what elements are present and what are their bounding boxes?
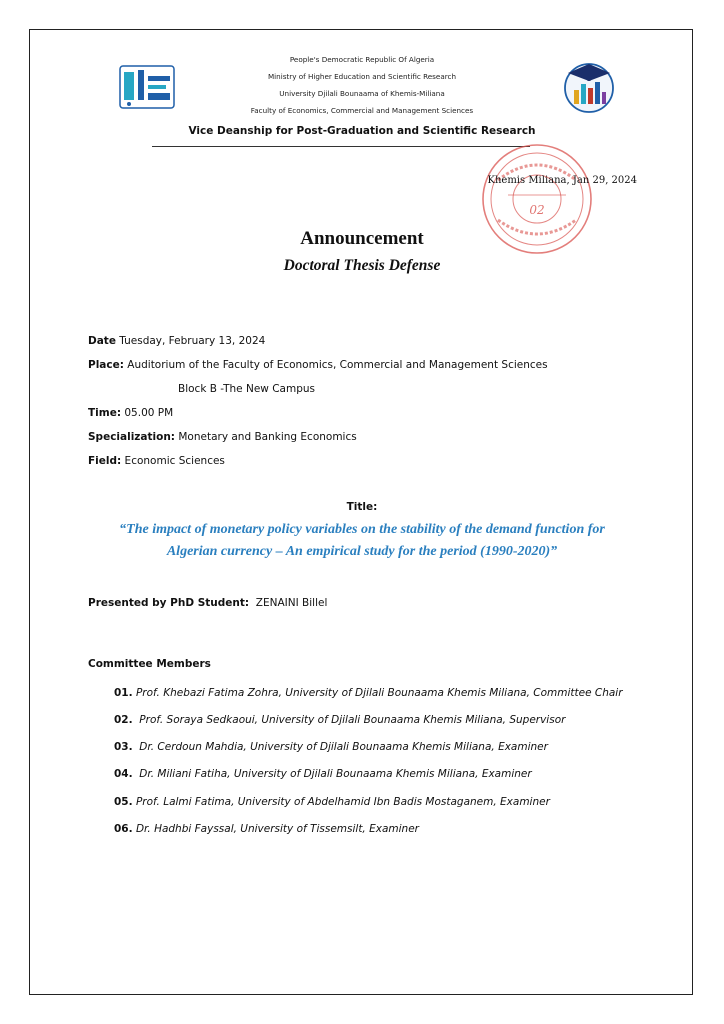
- thesis-title: [80, 519, 644, 563]
- committee-member: [114, 687, 623, 699]
- member-number: 05.: [114, 796, 133, 808]
- committee-member: [114, 823, 419, 835]
- presenter-label: Presented by PhD Student:: [88, 597, 250, 609]
- member-text: Dr. Hadhbi Fayssal, University of Tissemsilt, Examiner: [135, 823, 419, 835]
- thesis-title-line-2: Algerian currency – An empirical study for the period (1990-2020)”: [166, 544, 558, 559]
- place-value-2: Block B -The New Campus: [178, 383, 315, 395]
- member-text: Dr. Miliani Fatiha, University of Djilali Bounaama Khemis Miliana, Examiner: [139, 768, 532, 780]
- field-value: Economic Sciences: [121, 455, 225, 467]
- date-label: Date: [88, 335, 116, 347]
- thesis-title-line-1: “The impact of monetary policy variables on the stability of the demand function for: [119, 522, 605, 537]
- presenter-row: [88, 597, 327, 609]
- member-text: Prof. Soraya Sedkaoui, University of Djilali Bounaama Khemis Miliana, Supervisor: [139, 714, 566, 726]
- header-divider: [152, 146, 530, 147]
- member-text: Prof. Khebazi Fatima Zohra, University of Djilali Bounaama Khemis Miliana, Committee Chair: [135, 687, 623, 699]
- place-value: Auditorium of the Faculty of Economics, Commercial and Management Sciences: [123, 359, 548, 371]
- specialization-value: Monetary and Banking Economics: [175, 431, 357, 443]
- field-label: Field:: [88, 455, 122, 467]
- issue-date: Khemis Miliana, Jan 29, 2024: [487, 175, 637, 186]
- announcement-title: Announcement: [300, 228, 424, 249]
- header-faculty: Faculty of Economics, Commercial and Management Sciences: [250, 106, 474, 115]
- time-row: [88, 407, 173, 419]
- committee-member: [114, 796, 550, 808]
- announcement-subtitle: Doctoral Thesis Defense: [283, 257, 441, 274]
- member-number: 06.: [114, 823, 133, 835]
- header-ministry: Ministry of Higher Education and Scientific Research: [267, 72, 457, 81]
- specialization-label: Specialization:: [88, 431, 176, 443]
- member-number: 02.: [114, 714, 133, 726]
- time-value: 05.00 PM: [121, 407, 174, 419]
- place-row-2: [178, 383, 315, 395]
- header-university: University Djilali Bounaama of Khemis-Miliana: [279, 89, 445, 98]
- university-logo-left: [116, 62, 178, 112]
- stamp-number: 02: [529, 203, 545, 217]
- committee-member: [114, 714, 565, 726]
- member-text: Prof. Lalmi Fatima, University of Abdelhamid Ibn Badis Mostaganem, Examiner: [135, 796, 550, 808]
- time-label: Time:: [88, 407, 122, 419]
- presenter-name: ZENAINI Billel: [255, 597, 328, 609]
- header-country: People's Democratic Republic Of Algeria: [289, 55, 435, 64]
- place-row: [88, 359, 548, 371]
- member-text: Dr. Cerdoun Mahdia, University of Djilali Bounaama Khemis Miliana, Examiner: [139, 741, 548, 753]
- place-label: Place:: [88, 359, 124, 371]
- committee-member: [114, 768, 532, 780]
- field-row: [88, 455, 225, 467]
- thesis-title-label: Title:: [346, 501, 378, 513]
- member-number: 04.: [114, 768, 133, 780]
- date-row: [88, 335, 265, 347]
- date-value: Tuesday, February 13, 2024: [115, 335, 266, 347]
- specialization-row: [88, 431, 357, 443]
- member-number: 03.: [114, 741, 133, 753]
- vice-deanship-heading: Vice Deanship for Post-Graduation and Scientific Research: [188, 125, 536, 137]
- committee-member: [114, 741, 548, 753]
- member-number: 01.: [114, 687, 133, 699]
- committee-heading: Committee Members: [88, 658, 211, 670]
